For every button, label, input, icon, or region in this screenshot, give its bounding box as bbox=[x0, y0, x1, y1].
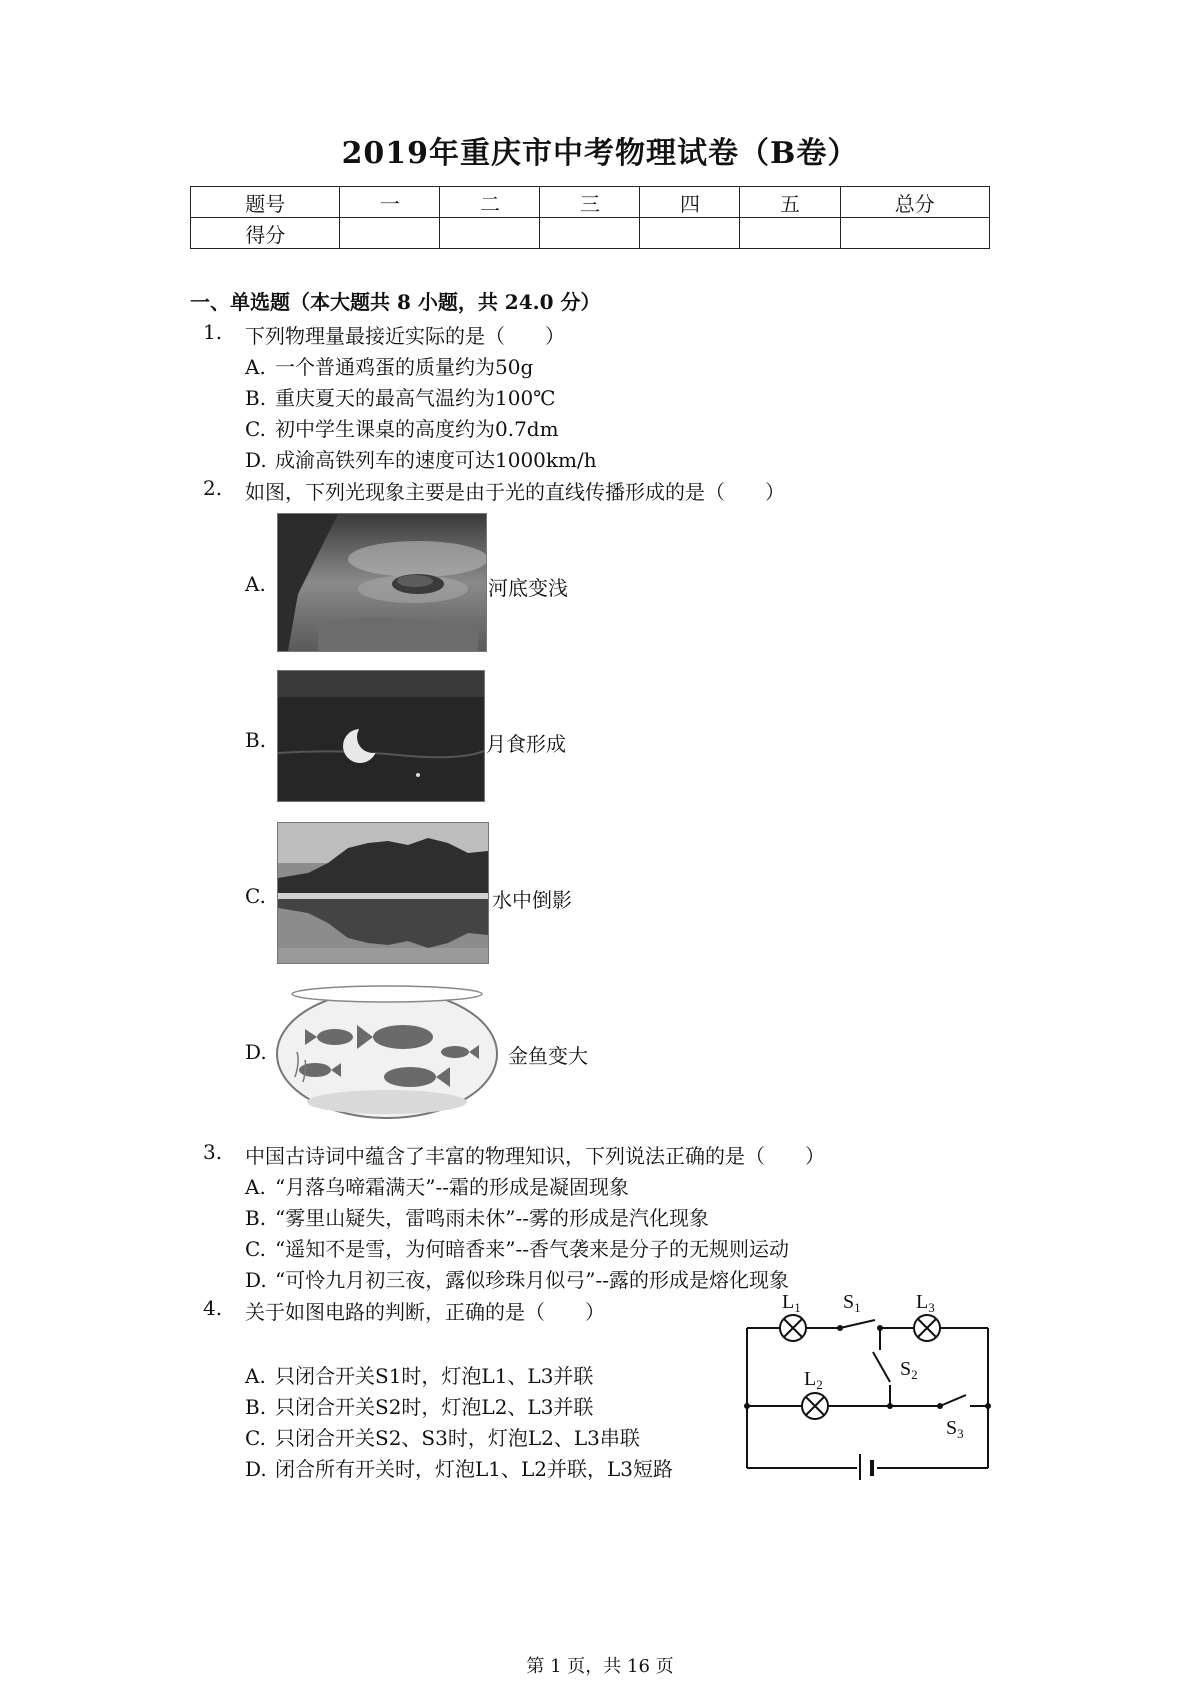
switch-s2-label: $S_2$ bbox=[900, 1358, 918, 1382]
option-text: 闭合所有开关时，灯泡L1、L2并联，L3短路 bbox=[275, 1457, 674, 1481]
q2-number: 2. bbox=[203, 476, 223, 500]
q1-option-a[interactable] bbox=[245, 351, 533, 380]
lunar-eclipse-photo bbox=[277, 670, 485, 802]
option-text: 成渝高铁列车的速度可达1000km/h bbox=[275, 448, 597, 472]
score-input-cell[interactable] bbox=[740, 218, 840, 249]
lamp-l1-label: $L_1$ bbox=[782, 1291, 801, 1315]
option-label: C. bbox=[245, 1426, 266, 1450]
score-cell: 二 bbox=[440, 187, 540, 218]
q2-option-a-label[interactable]: A. bbox=[245, 572, 266, 596]
option-text: “雾里山疑失，雷鸣雨未休”--雾的形成是汽化现象 bbox=[275, 1206, 709, 1230]
score-cell: 总分 bbox=[840, 187, 990, 218]
option-text: “遥知不是雪，为何暗香来”--香气袭来是分子的无规则运动 bbox=[275, 1237, 789, 1261]
circuit-diagram bbox=[740, 1290, 1000, 1480]
option-label: A. bbox=[245, 1175, 266, 1199]
q4-option-c[interactable] bbox=[245, 1422, 640, 1451]
lamp-l2-label: $L_2$ bbox=[804, 1368, 823, 1392]
q2-option-d-caption: 金鱼变大 bbox=[508, 1044, 588, 1068]
q2-option-c-label[interactable]: C. bbox=[245, 884, 266, 908]
page-footer: 第 1 页，共 16 页 bbox=[526, 1656, 674, 1677]
score-cell: 一 bbox=[340, 187, 440, 218]
q1-number: 1. bbox=[203, 320, 223, 344]
q3-option-a[interactable] bbox=[245, 1171, 629, 1200]
q2-option-b-caption: 月食形成 bbox=[486, 732, 566, 756]
q2-option-c-caption: 水中倒影 bbox=[492, 888, 572, 912]
option-label: D. bbox=[245, 1457, 267, 1481]
q4-option-a[interactable] bbox=[245, 1360, 593, 1389]
score-table-score-row bbox=[191, 218, 990, 249]
score-table-header-row bbox=[191, 187, 990, 218]
q1-stem: 下列物理量最接近实际的是（ ） bbox=[245, 324, 565, 348]
score-cell: 四 bbox=[640, 187, 740, 218]
score-input-cell[interactable] bbox=[440, 218, 540, 249]
lamp-l3-label: $L_3$ bbox=[916, 1291, 935, 1315]
option-text: 一个普通鸡蛋的质量约为50g bbox=[275, 355, 534, 379]
option-text: 重庆夏天的最高气温约为100℃ bbox=[275, 386, 556, 410]
option-label: A. bbox=[245, 355, 266, 379]
q1-option-d[interactable] bbox=[245, 444, 597, 473]
section-heading: 一、单选题（本大题共 8 小题，共 24.0 分） bbox=[190, 290, 601, 314]
q4-stem: 关于如图电路的判断，正确的是（ ） bbox=[245, 1300, 605, 1324]
q4-option-b[interactable] bbox=[245, 1391, 593, 1420]
option-label: C. bbox=[245, 1237, 266, 1261]
score-cell: 五 bbox=[740, 187, 840, 218]
option-label: B. bbox=[245, 1206, 267, 1230]
score-row-label: 得分 bbox=[191, 218, 340, 249]
goldfish-bowl-photo bbox=[275, 982, 500, 1120]
score-cell: 三 bbox=[540, 187, 640, 218]
q3-stem: 中国古诗词中蕴含了丰富的物理知识，下列说法正确的是（ ） bbox=[245, 1144, 825, 1168]
q3-option-b[interactable] bbox=[245, 1202, 709, 1231]
score-input-cell[interactable] bbox=[340, 218, 440, 249]
q3-option-c[interactable] bbox=[245, 1233, 789, 1262]
option-text: 只闭合开关S2时，灯泡L2、L3并联 bbox=[275, 1395, 594, 1419]
water-reflection-photo bbox=[277, 822, 489, 964]
score-input-cell[interactable] bbox=[540, 218, 640, 249]
q3-option-d[interactable] bbox=[245, 1264, 789, 1293]
option-label: B. bbox=[245, 386, 267, 410]
score-input-cell[interactable] bbox=[840, 218, 990, 249]
q2-option-a-caption: 河底变浅 bbox=[488, 576, 568, 600]
option-text: “可怜九月初三夜，露似珍珠月似弓”--露的形成是熔化现象 bbox=[275, 1268, 789, 1292]
option-label: C. bbox=[245, 417, 266, 441]
q1-option-b[interactable] bbox=[245, 382, 556, 411]
switch-s3-label: $S_3$ bbox=[946, 1417, 964, 1441]
option-label: D. bbox=[245, 1268, 267, 1292]
page-title: 2019年重庆市中考物理试卷（B卷） bbox=[341, 136, 859, 171]
score-cell: 题号 bbox=[191, 187, 340, 218]
q2-stem: 如图，下列光现象主要是由于光的直线传播形成的是（ ） bbox=[245, 480, 785, 504]
q3-number: 3. bbox=[203, 1140, 223, 1164]
score-table bbox=[190, 186, 990, 249]
option-label: D. bbox=[245, 448, 267, 472]
riverbed-photo bbox=[277, 513, 487, 652]
q1-option-c[interactable] bbox=[245, 413, 559, 442]
switch-s1-label: $S_1$ bbox=[843, 1291, 861, 1315]
q4-option-d[interactable] bbox=[245, 1453, 673, 1482]
option-text: 只闭合开关S2、S3时，灯泡L2、L3串联 bbox=[275, 1426, 640, 1450]
q4-number: 4. bbox=[203, 1296, 223, 1320]
q2-option-b-label[interactable]: B. bbox=[245, 728, 267, 752]
option-text: 初中学生课桌的高度约为0.7dm bbox=[275, 417, 559, 441]
option-label: A. bbox=[245, 1364, 266, 1388]
option-text: “月落乌啼霜满天”--霜的形成是凝固现象 bbox=[275, 1175, 629, 1199]
option-label: B. bbox=[245, 1395, 267, 1419]
q2-option-d-label[interactable]: D. bbox=[245, 1040, 267, 1064]
score-input-cell[interactable] bbox=[640, 218, 740, 249]
option-text: 只闭合开关S1时，灯泡L1、L3并联 bbox=[275, 1364, 594, 1388]
